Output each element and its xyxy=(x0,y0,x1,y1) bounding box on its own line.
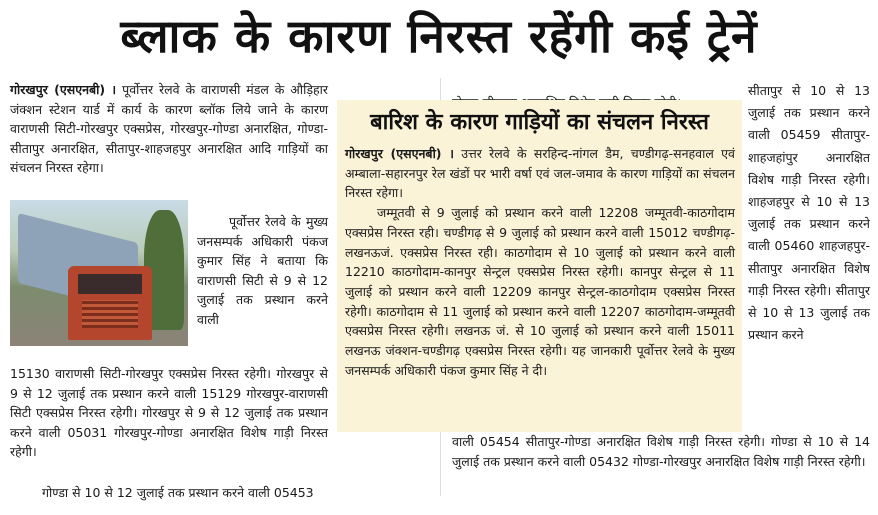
box-details: जम्मूतवी से 9 जुलाई को प्रस्थान करने वाली 12208 जम्मूतवी-काठगोदाम एक्सप्रेस निरस्त रही। चण्डीगढ़ से 9 जुलाई को प्रस्थान करने वाली 15012 चण्डीगढ़-लखनऊजं. एक्सप्रेस निरस्त रही। काठगोदाम से 10 जुलाई को प्रस्थान करने वाली 12210 काठगोदाम-कानपुर सेन्ट्रल एक्सप्रेस निरस्त रहेगी। कानपुर सेन्ट्रल से 11 जुलाई को प्रस्थान करने वाली 12209 कानपुर सेन्ट्रल-काठगोदाम एक्सप्रेस निरस्त रहेगी। काठगोदाम से 11 जुलाई को प्रस्थान करने वाली 12207 काठगोदाम-जम्मूतवी एक्सप्रेस निरस्त रहेगी। लखनऊ जं. से 10 जुलाई को प्रस्थान करने वाली 15011 लखनऊ जंक्शन-चण्डीगढ़ एक्सप्रेस निरस्त रहेगी। यह जानकारी पूर्वोत्तर रेलवे के मुख्य जनसम्पर्क अधिकारी पंकज कुमार सिंह ने दी। xyxy=(345,205,735,378)
column-three-text: सीतापुर से 10 से 13 जुलाई तक प्रस्थान करने वाली 05459 सीतापुर-शाहजहांपुर अनारक्षित विशेष गाड़ी निरस्त रहेगी। शाहजहपुर से 10 से 13 जुलाई तक प्रस्थान करने वाली 05460 शाहजहपुर-सीतापुर अनारक्षित विशेष गाड़ी निरस्त रहेगी। सीतापुर से 10 से 13 जुलाई तक प्रस्थान करने xyxy=(748,83,870,343)
intro-text: पूर्वोत्तर रेलवे के वाराणसी मंडल के औड़िहार जंक्शन स्टेशन यार्ड में कार्य के कारण ब्लॉक लिये जाने के कारण वाराणसी सिटी-गोरखपुर एक्सप्रेस, गोरखपुर-गोण्डा अनारक्षित, गोण्डा-सीतापुर अनारक्षित, सीतापुर-शाहजहपुर अनारक्षित आदि गाड़ियों का संचलन निरस्त रहेगा। xyxy=(10,82,329,176)
narrow-text: पूर्वोत्तर रेलवे के मुख्य जनसम्पर्क अधिकारी पंकज कुमार सिंह ने बताया कि वाराणसी सिटी से 9 से 12 जुलाई तक प्रस्थान करने वाली xyxy=(197,214,328,327)
last-line-text: गोण्डा से 10 से 12 जुलाई तक प्रस्थान करने वाली 05453 xyxy=(42,484,314,500)
column-two-bottom xyxy=(452,432,870,471)
dateline: गोरखपुर (एसएनबी) । xyxy=(10,82,117,97)
main-story-narrow-paragraph xyxy=(197,212,328,330)
box-body xyxy=(345,144,735,380)
train-photo xyxy=(10,200,188,346)
headline: ब्लाक के कारण निरस्त रहेंगी कई ट्रेनें xyxy=(120,9,758,63)
main-story-column xyxy=(10,80,328,178)
box-intro-text: उत्तर रेलवे के सरहिन्द-नांगल डैम, चण्डीगढ़-सनहवाल एवं अम्बाला-सहारनपुर रेल खंडों पर भारी वर्षा एवं जल-जमाव के कारण गाड़ियों का संचलन निरस्त रहेगा। xyxy=(345,146,735,201)
column-two-bottom-text: वाली 05454 सीतापुर-गोण्डा अनारक्षित विशेष गाड़ी निरस्त रहेगी। गोण्डा से 10 से 14 जुलाई तक प्रस्थान करने वाली 05432 गोण्डा-गोरखपुर अनारक्षित विशेष गाड़ी निरस्त रहेगी। xyxy=(452,434,870,469)
photo-locomotive-window xyxy=(78,274,142,294)
box-title: बारिश के कारण गाड़ियों का संचलन निरस्त xyxy=(370,110,709,135)
column-three xyxy=(748,80,870,346)
box-intro xyxy=(345,144,735,203)
main-story-intro xyxy=(10,80,328,178)
box-dateline: गोरखपुर (एसएनबी) । xyxy=(345,146,454,161)
continued-text: 15130 वाराणसी सिटी-गोरखपुर एक्सप्रेस निरस्त रहेगी। गोरखपुर से 9 से 12 जुलाई तक प्रस्थान करने वाली 15129 गोरखपुर-वाराणसी सिटी एक्सप्रेस निरस्त रहेगी। गोरखपुर से 9 से 12 जुलाई तक प्रस्थान करने वाली 05031 गोरखपुर-गोण्डा अनारक्षित विशेष गाड़ी निरस्त रहेगी। xyxy=(10,366,328,460)
rain-story-box xyxy=(337,100,742,432)
main-story-last-line xyxy=(10,470,430,515)
main-story-continued xyxy=(10,364,328,462)
photo-locomotive-grill xyxy=(82,300,138,328)
